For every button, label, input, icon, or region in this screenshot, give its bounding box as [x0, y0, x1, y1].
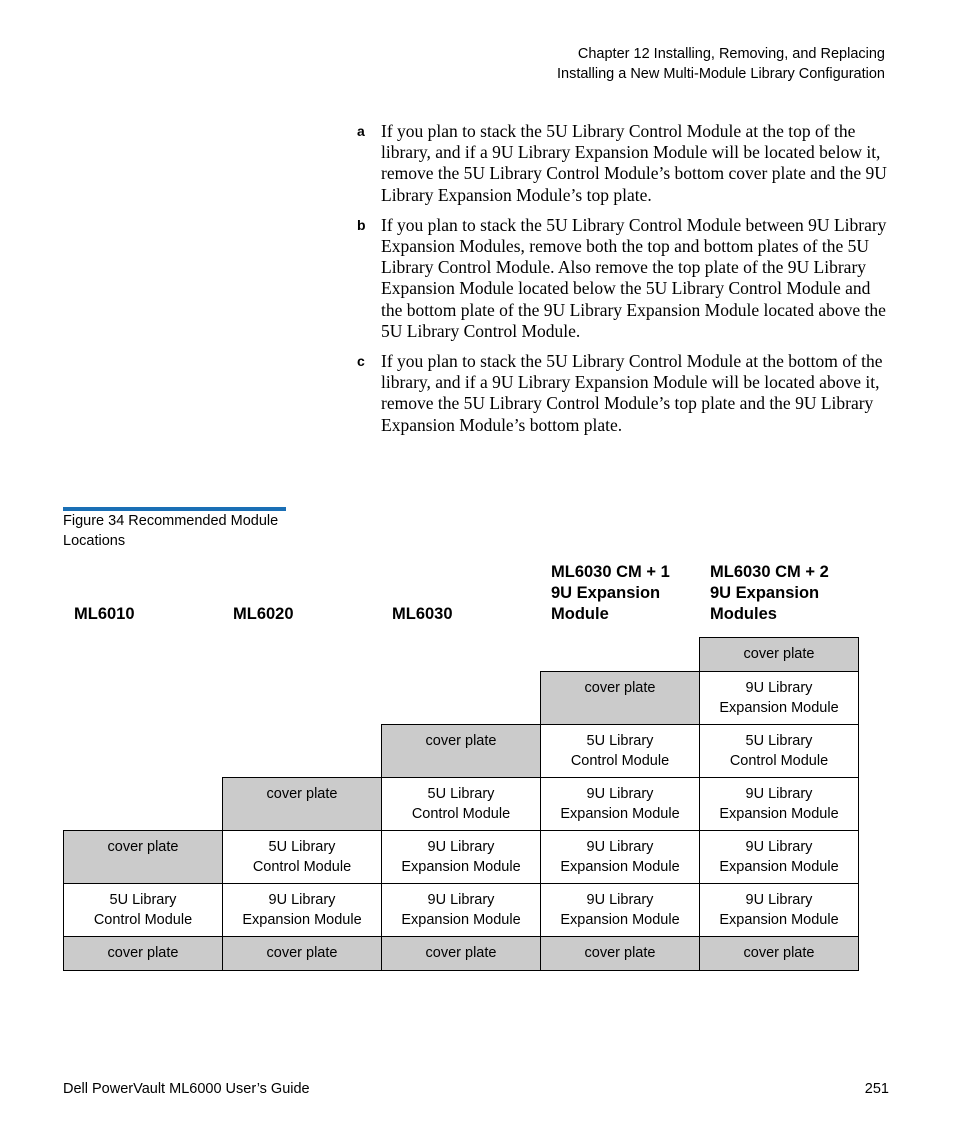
footer-document-title: Dell PowerVault ML6000 User’s Guide	[63, 1081, 310, 1097]
module-cell: 9U Library Expansion Module	[699, 671, 859, 725]
step-c	[357, 351, 892, 436]
column-header: ML6020	[233, 605, 294, 623]
step-letter: c	[357, 353, 365, 370]
chapter-title: Chapter 12 Installing, Removing, and Replacing	[577, 46, 885, 62]
cover-plate-cell: cover plate	[699, 936, 859, 971]
step-b	[357, 215, 892, 342]
cover-plate-cell: cover plate	[222, 936, 382, 971]
module-cell: 5U Library Control Module	[540, 724, 700, 778]
column-header: ML6030	[392, 605, 453, 623]
module-cell: 9U Library Expansion Module	[540, 883, 700, 937]
module-cell: 5U Library Control Module	[63, 883, 223, 937]
step-text: If you plan to stack the 5U Library Control Module between 9U Library Expansion Modules, remove both the top and bottom plates of the 5U Library Control Module. Also remove the top plate of the 9U Library Expansion Module located below the 5U Library Control Module and the bottom plate of the 9U Library Expansion Module located above the 5U Library Control Module.	[381, 214, 887, 341]
cover-plate-cell: cover plate	[63, 936, 223, 971]
cover-plate-cell: cover plate	[63, 830, 223, 884]
step-text: If you plan to stack the 5U Library Control Module at the top of the library, and if a 9U Library Expansion Module will be located below it, remove the 5U Library Control Module’s bottom cover plate and the 9U Library Expansion Module’s top plate.	[381, 121, 887, 205]
figure-caption: Figure 34 Recommended Module Locations	[63, 513, 279, 549]
module-cell: 9U Library Expansion Module	[699, 830, 859, 884]
section-title: Installing a New Multi-Module Library Configuration	[556, 66, 885, 82]
module-cell: 9U Library Expansion Module	[222, 883, 382, 937]
footer-page-number: 251	[864, 1081, 889, 1097]
module-cell: 9U Library Expansion Module	[699, 883, 859, 937]
cover-plate-cell: cover plate	[540, 936, 700, 971]
column-header: ML6030 CM + 1 9U Expansion Module	[551, 563, 670, 623]
cover-plate-cell: cover plate	[381, 724, 541, 778]
module-cell: 9U Library Expansion Module	[699, 777, 859, 831]
column-header: ML6030 CM + 2 9U Expansion Modules	[710, 563, 829, 623]
step-letter: a	[357, 123, 365, 139]
step-text: If you plan to stack the 5U Library Control Module at the bottom of the library, and if a 9U Library Expansion Module will be located above it, remove the 5U Library Control Module’s top plate and the 9U Library Expansion Module’s bottom plate.	[381, 351, 883, 435]
running-header	[557, 44, 885, 84]
module-cell: 5U Library Control Module	[222, 830, 382, 884]
cover-plate-cell: cover plate	[540, 671, 700, 725]
cover-plate-cell: cover plate	[381, 936, 541, 971]
cover-plate-cell: cover plate	[699, 637, 859, 672]
module-cell: 9U Library Expansion Module	[381, 883, 541, 937]
module-cell: 9U Library Expansion Module	[540, 777, 700, 831]
column-header: ML6010	[74, 605, 135, 623]
procedure-steps	[357, 121, 892, 445]
step-letter: b	[357, 216, 366, 233]
module-cell: 5U Library Control Module	[381, 777, 541, 831]
cover-plate-cell: cover plate	[222, 777, 382, 831]
module-cell: 9U Library Expansion Module	[540, 830, 700, 884]
module-cell: 9U Library Expansion Module	[381, 830, 541, 884]
module-cell: 5U Library Control Module	[699, 724, 859, 778]
step-a	[357, 121, 892, 206]
